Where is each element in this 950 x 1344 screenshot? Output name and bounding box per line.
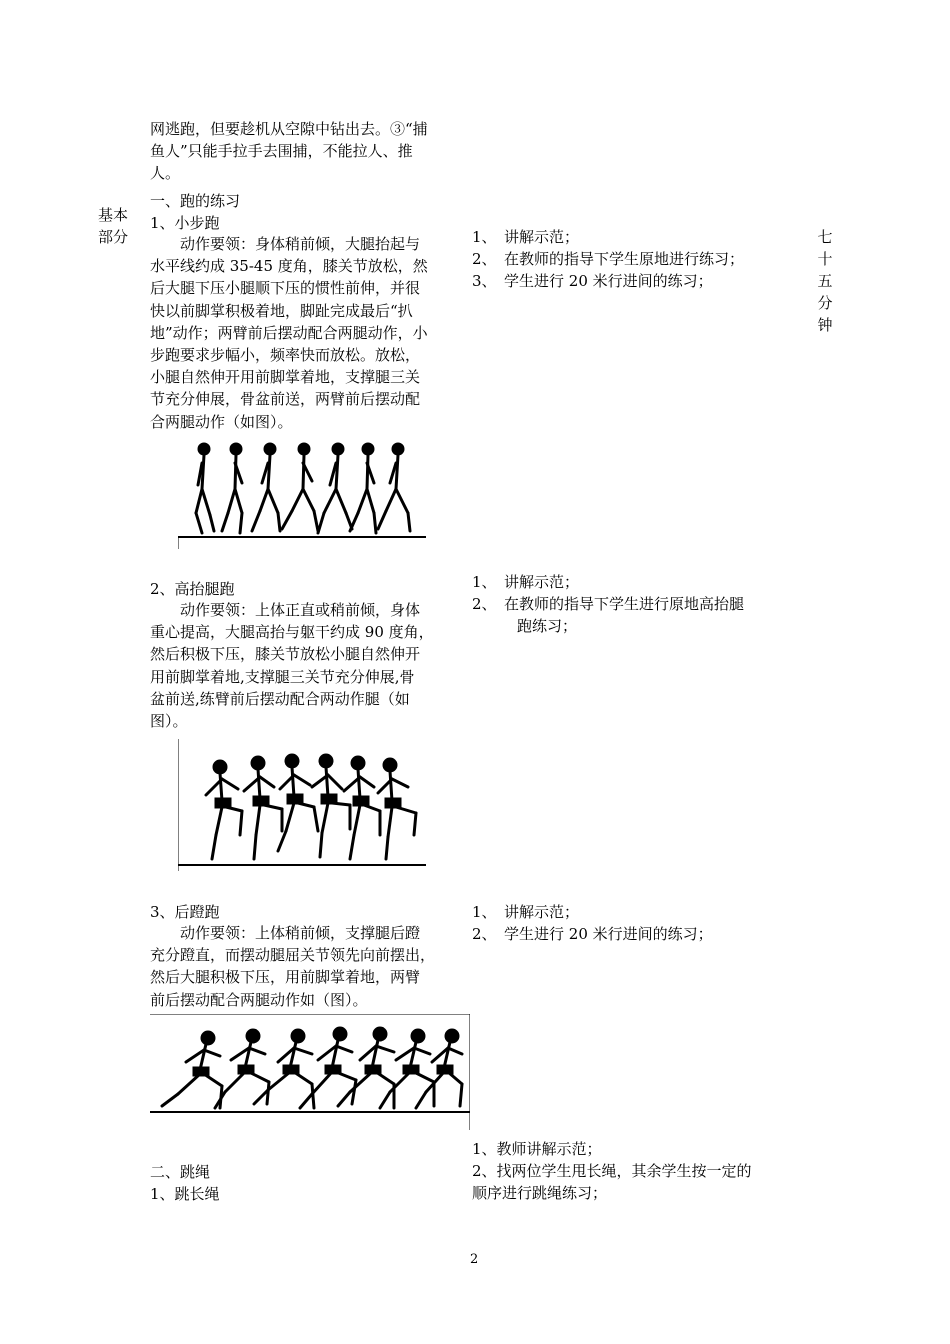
item2-line: 重心提高，大腿高抬与躯干约成 90 度角， xyxy=(150,623,434,642)
item2-steps xyxy=(472,571,792,638)
intro-line-2: 鱼人”只能手拉手去围捕，不能拉人、推 xyxy=(150,142,413,160)
item1-line: 步跑要求步幅小，频率快而放松。放松， xyxy=(150,346,421,365)
step-item: 1、 讲解示范； xyxy=(472,903,580,921)
part1-heading: 一、跑的练习 xyxy=(150,192,241,210)
step-item: 1、 讲解示范； xyxy=(472,573,580,591)
part2-steps xyxy=(472,1138,802,1205)
item1-steps xyxy=(472,226,792,293)
high-knee-run-figure xyxy=(178,739,426,871)
step-item: 1、 讲解示范； xyxy=(472,228,580,246)
step-item: 3、 学生进行 20 米行进间的练习； xyxy=(472,272,713,291)
item2-line: 然后积极下压，膝关节放松小腿自然伸开 xyxy=(150,645,421,664)
item1-line: 快以前脚掌积极着地，脚趾完成最后“扒 xyxy=(150,301,413,320)
item3-line: 前后摆动配合两腿动作如（图）。 xyxy=(150,990,368,1009)
item1-line: 动作要领：身体稍前倾，大腿抬起与 xyxy=(150,235,421,253)
item1-line: 后大腿下压小腿顺下压的惯性前伸，并很 xyxy=(150,279,421,298)
section-label-line-1: 基本 xyxy=(98,206,129,224)
section-label-line-2: 部分 xyxy=(98,228,129,246)
item1-line: 水平线约成 35-45 度角，膝关节放松，然 xyxy=(150,257,428,276)
item3-description xyxy=(150,922,470,1011)
item1-line: 小腿自然伸开用前脚掌着地，支撑腿三关 xyxy=(150,368,421,387)
item2-line: 用前脚掌着地,支撑腿三关节充分伸展,骨 xyxy=(150,667,415,686)
item2-line: 盆前送,练臂前后摆动配合两动作腿（如 xyxy=(150,689,410,708)
item3-steps xyxy=(472,901,792,945)
small-step-run-illustration xyxy=(178,433,426,549)
intro-line-1: 网逃跑，但要趁机从空隙中钻出去。③“捕 xyxy=(150,120,428,138)
step-item: 1、教师讲解示范； xyxy=(472,1140,602,1158)
step-item: 跑练习； xyxy=(472,617,578,636)
item3-line: 动作要领：上体稍前倾，支撑腿后蹬 xyxy=(150,924,421,942)
item3-title: 3、后蹬跑 xyxy=(150,903,220,921)
item2-title: 2、高抬腿跑 xyxy=(150,580,235,598)
intro-line-3: 人。 xyxy=(150,164,181,182)
item3-line: 充分蹬直，而摆动腿屈关节领先向前摆出， xyxy=(150,946,436,965)
step-item: 2、找两位学生甩长绳，其余学生按一定的 xyxy=(472,1162,752,1181)
page-number: 2 xyxy=(470,1252,479,1267)
time-char: 七 xyxy=(817,228,833,246)
time-char: 五 xyxy=(817,272,833,290)
step-item: 顺序进行跳绳练习； xyxy=(472,1184,608,1203)
step-item: 2、 在教师的指导下学生原地进行练习； xyxy=(472,250,745,269)
time-char: 钟 xyxy=(817,316,833,334)
step-item: 2、 学生进行 20 米行进间的练习； xyxy=(472,925,713,944)
small-step-run-figure xyxy=(178,433,426,549)
item1-line: 节充分伸展，骨盆前送，两臂前后摆动配 xyxy=(150,390,421,409)
item2-line: 动作要领：上体正直或稍前倾，身体 xyxy=(150,601,421,619)
item1-line: 地”动作；两臂前后摆动配合两腿动作，小 xyxy=(150,323,428,342)
item2-description xyxy=(150,599,470,732)
time-char: 十 xyxy=(817,250,833,268)
time-char: 分 xyxy=(817,294,833,312)
item2-line: 图）。 xyxy=(150,712,188,731)
item1-description xyxy=(150,233,470,433)
part2-heading: 二、跳绳 xyxy=(150,1163,211,1181)
item1-title: 1、小步跑 xyxy=(150,214,220,232)
item3-line: 然后大腿积极下压，用前脚掌着地，两臂 xyxy=(150,968,421,987)
back-kick-run-illustration xyxy=(150,1014,470,1130)
item1-line: 合两腿动作（如图）。 xyxy=(150,412,293,431)
step-item: 2、 在教师的指导下学生进行原地高抬腿 xyxy=(472,595,745,614)
high-knee-run-illustration xyxy=(178,739,426,871)
back-kick-run-figure xyxy=(150,1014,470,1130)
part2-item1-title: 1、跳长绳 xyxy=(150,1185,220,1203)
